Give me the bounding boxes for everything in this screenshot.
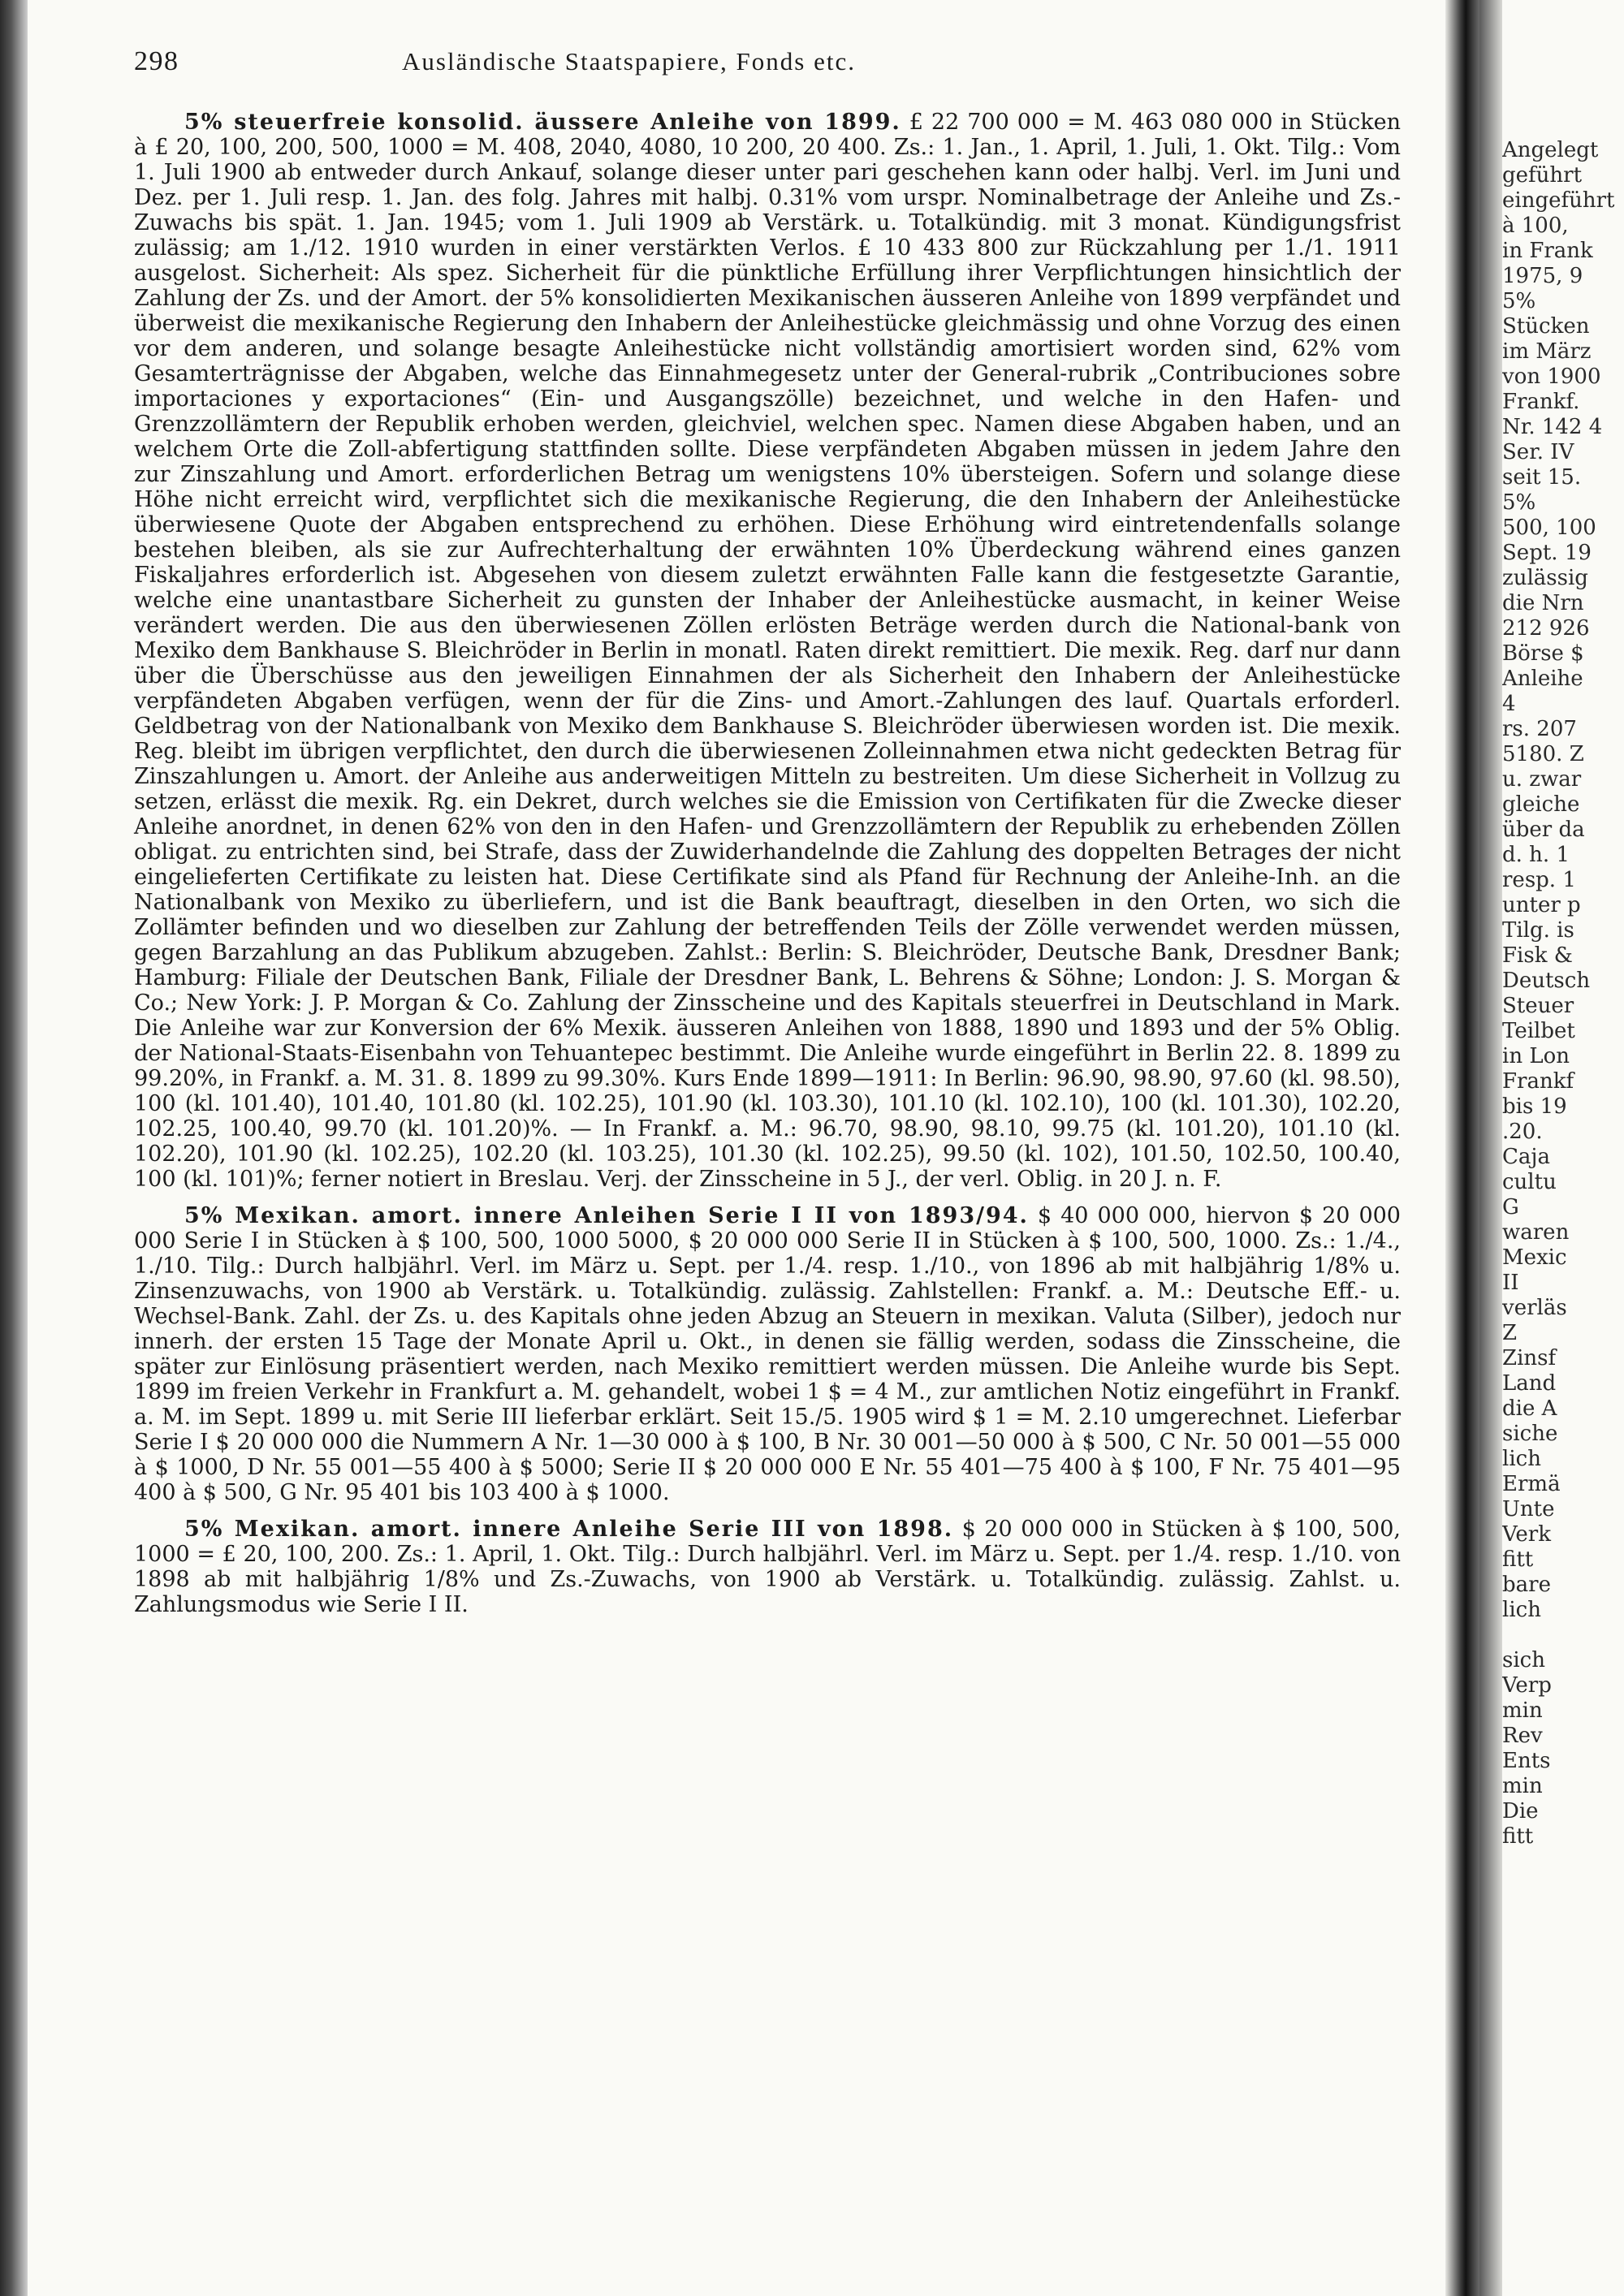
facing-page-line: .20.: [1502, 1120, 1543, 1144]
facing-page-line: die A: [1502, 1396, 1557, 1421]
facing-page-line: resp. 1: [1502, 868, 1576, 892]
facing-page-line: Z: [1502, 1321, 1518, 1345]
facing-page-line: über da: [1502, 818, 1585, 842]
facing-page-line: Ser. IV: [1502, 440, 1574, 464]
running-title: Ausländische Staatspapiere, Fonds etc.: [402, 47, 856, 76]
facing-page-line: Deutsch: [1502, 969, 1591, 993]
facing-page-line: lich: [1502, 1447, 1541, 1471]
facing-page-line: Sept. 19: [1502, 541, 1592, 565]
facing-page-line: Verp: [1502, 1673, 1552, 1698]
entry-title: 5% Mexikan. amort. innere Anleihe Serie III von 1898.: [184, 1517, 954, 1542]
facing-page-line: Steuer: [1502, 994, 1574, 1018]
entry-body: $ 40 000 000, hiervon $ 20 000 000 Serie I in Stücken à $ 100, 500, 1000 5000, $ 20 000 000 Serie II in Stücken à $ 100, 500, 1000. Zs.: 1./4., 1./10. Tilg.: Durch halbjährl. Verl. im März u. Sept. per 1./4. resp. 1./10., von 1896 ab mit halbjährig 1/8% u. Zinsenzuwachs, von 1900 ab Verstärk. u. Totalkündig. zulässig. Zahlstellen: Frankf. a. M.: Deutsche Eff.- u. Wechsel-Bank. Zahl. der Zs. u. des Kapitals ohne jeden Abzug an Steuern in mexikan. Valuta (Silber), jedoch nur innerh. der ersten 15 Tage der Monate April u. Okt., in denen sie fällig werden, sodass die Zinsscheine, die später zur Einlösung präsentiert werden, nach Mexiko remittiert werden müssen. Die Anleihe wurde bis Sept. 1899 im freien Verkehr in Frankfurt a. M. gehandelt, wobei 1 $ = 4 M., zur amtlichen Notiz eingeführt in Frankf. a. M. im Sept. 1899 u. mit Serie III lieferbar erklärt. Seit 15./5. 1905 wird $ 1 = M. 2.10 umgerechnet. Lieferbar Serie I $ 20 000 000 die Nummern A Nr. 1—30 000 à $ 100, B Nr. 30 001—50 000 à $ 500, C Nr. 50 001—55 000 à $ 1000, D Nr. 55 001—55 400 à $ 5000; Serie II $ 20 000 000 E Nr. 55 401—75 400 à $ 100, F Nr. 75 401—95 400 à $ 500, G Nr. 95 401 bis 103 400 à $ 1000.: [134, 1203, 1401, 1505]
facing-page-line: in Frank: [1502, 239, 1593, 263]
facing-page-line: Fisk &: [1502, 943, 1573, 968]
facing-page-line: Frankf.: [1502, 390, 1580, 414]
entry-title: 5% Mexikan. amort. innere Anleihen Serie I II von 1893/94.: [184, 1203, 1029, 1228]
facing-page-line: Tilg. is: [1502, 918, 1574, 943]
facing-page-line: Angelegt: [1502, 138, 1599, 162]
facing-page-line: Rev: [1502, 1724, 1543, 1748]
facing-page-line: u. zwar: [1502, 767, 1582, 792]
facing-page-line: G: [1502, 1195, 1519, 1219]
facing-page-line: Verk: [1502, 1522, 1551, 1547]
facing-page-line: von 1900: [1502, 365, 1601, 389]
facing-page-line: bare: [1502, 1573, 1551, 1597]
facing-page-line: siche: [1502, 1422, 1558, 1446]
facing-page-line: zulässig: [1502, 566, 1588, 590]
facing-page-line: sich: [1502, 1648, 1545, 1672]
facing-page-edge: [1479, 0, 1502, 2296]
page-number: 298: [134, 46, 179, 76]
facing-page-line: Stücken: [1502, 314, 1590, 339]
page-body: [134, 46, 1402, 1629]
facing-page-line: in Lon: [1502, 1044, 1570, 1068]
facing-page-line: 5180. Z: [1502, 742, 1584, 766]
entry-internal-loan-series-1-2: [134, 1203, 1401, 1505]
entry-paragraph: [134, 110, 1401, 1192]
facing-page-line: unter p: [1502, 893, 1581, 917]
facing-page-line: seit 15.: [1502, 465, 1582, 490]
facing-page-line: Caja: [1502, 1145, 1550, 1169]
facing-page-line: lich: [1502, 1598, 1541, 1622]
facing-page-line: Nr. 142 4: [1502, 415, 1603, 439]
facing-page-line: à 100,: [1502, 214, 1569, 238]
facing-page-line: d. h. 1: [1502, 843, 1570, 867]
entry-external-loan-1899: [134, 110, 1401, 1192]
facing-page-line: bis 19: [1502, 1094, 1567, 1119]
facing-page-line: min: [1502, 1774, 1543, 1798]
running-head: [134, 46, 1401, 76]
facing-page-line: geführt: [1502, 163, 1583, 188]
facing-page-line: 500, 100: [1502, 516, 1596, 540]
facing-page-line: Land: [1502, 1371, 1557, 1396]
facing-page-line: Frankf: [1502, 1069, 1574, 1094]
facing-page-line: Teilbet: [1502, 1019, 1575, 1043]
entry-body: £ 22 700 000 = M. 463 080 000 in Stücken à £ 20, 100, 200, 500, 1000 = M. 408, 2040, 4080, 10 200, 20 400. Zs.: 1. Jan., 1. April, 1. Juli, 1. Okt. Tilg.: Vom 1. Juli 1900 ab entweder durch Ankauf, solange dieser unter pari geschehen kann oder halbj. Verl. im Juni und Dez. per 1. Juli resp. 1. Jan. des folg. Jahres mit halbj. 0.31% vom urspr. Nominalbetrage der Anleihe und Zs.-Zuwachs bis spät. 1. Jan. 1945; vom 1. Juli 1909 ab Verstärk. u. Totalkündig. mit 3 monat. Kündigungsfrist zulässig; am 1./12. 1910 wurden in einer verstärkten Verlos. £ 10 433 800 zur Rückzahlung per 1./1. 1911 ausgelost. Sicherheit: Als spez. Sicherheit für die pünktliche Erfüllung ihrer Verpflichtungen hinsichtlich der Zahlung der Zs. und der Amort. der 5% konsolidierten Mexikanischen äusseren Anleihe von 1899 verpfändet und überweist die mexikanische Regierung den Inhabern der Anleihestücke gleichmässig und ohne Vorzug des einen vor dem anderen, und solange besagte Anleihestücke nicht vollständig amortisiert worden sind, 62% vom Gesamterträgnisse der Abgaben, welche das Einnahmegesetz unter der General-rubrik „Contribuciones sobre importaciones y exportaciones“ (Ein- und Ausgangszölle) bezeichnet, und welche in den Hafen- und Grenzzollämtern der Republik erhoben werden, gleichviel, welchen spec. Namen diese Abgaben haben, und an welchem Orte die Zoll-abfertigung stattfinden sollte. Diese verpfändeten Abgaben müssen in jedem Jahre den zur Zinszahlung und Amort. erforderlichen Betrag um wenigstens 10% übersteigen. Sofern und solange diese Höhe nicht erreicht wird, verpflichtet sich die mexikanische Regierung, die den Inhabern der Anleihestücke überwiesene Quote der Abgaben entsprechend zu erhöhen. Diese Erhöhung wird eintretendenfalls solange bestehen bleiben, als sie zur Aufrechterhaltung der erwähnten 10% Überdeckung während eines ganzen Fiskaljahres erforderlich ist. Abgesehen von diesem zuletzt erwähnten Falle kann die festgesetzte Garantie, welche eine unantastbare Sicherheit zu gunsten der Inhaber der Anleihestücke ausmacht, in keiner Weise verändert werden. Die aus den überwiesenen Zöllen erlösten Beträge werden durch die National-bank von Mexiko dem Bankhause S. Bleichröder in Berlin in monatl. Raten direkt remittiert. Die mexik. Reg. darf nur dann über die Überschüsse aus den jeweiligen Einnahmen der als Sicherheit den Inhabern der Anleihestücke verpfändeten Abgaben verfügen, wenn der für die Zins- und Amort.-Zahlungen des lauf. Quartals erforderl. Geldbetrag von der Nationalbank von Mexiko dem Bankhause S. Bleichröder überwiesen worden ist. Die mexik. Reg. bleibt im übrigen verpflichtet, den durch die überwiesenen Zolleinnahmen etwa nicht gedeckten Betrag für Zinszahlungen u. Amort. der Anleihe aus anderweitigen Mitteln zu bestreiten. Um diese Sicherheit in Vollzug zu setzen, erlässt die mexik. Rg. ein Dekret, durch welches sie die Emission von Certifikaten für die Zwecke dieser Anleihe anordnet, in denen 62% von den in den Hafen- und Grenzzollämtern der Republik zu erhebenden Zöllen obligat. zu entrichten sind, bei Strafe, dass der Zuwiderhandelnde die Zahlung des doppelten Betrages der nicht eingelieferten Certifikate zu leisten hat. Diese Certifikate sind als Pfand für Rechnung der Anleihe-Inh. an die Nationalbank von Mexiko zu überliefern, und ist die Bank beauftragt, dieselben in den Orten, wo sich die Zollämter befinden und wo dieselben zur Zahlung der betreffenden Teils der Zölle verwendet werden müssen, gegen Barzahlung an das Publikum abzugeben. Zahlst.: Berlin: S. Bleichröder, Deutsche Bank, Dresdner Bank; Hamburg: Filiale der Deutschen Bank, Filiale der Dresdner Bank, L. Behrens & Söhne; London: J. S. Morgan & Co.; New York: J. P. Morgan & Co. Zahlung der Zinsscheine und des Kapitals steuerfrei in Deutschland in Mark. Die Anleihe war zur Konversion der 6% Mexik. äusseren Anleihen von 1888, 1890 und 1893 und der 5% Oblig. der National-Staats-Eisenbahn von Tehuantepec bestimmt. Die Anleihe wurde eingeführt in Berlin 22. 8. 1899 zu 99.20%, in Frankf. a. M. 31. 8. 1899 zu 99.30%. Kurs Ende 1899—1911: In Berlin: 96.90, 98.90, 97.60 (kl. 98.50), 100 (kl. 101.40), 101.40, 101.80 (kl. 102.25), 101.90 (kl. 103.30), 101.10 (kl. 102.10), 100 (kl. 101.30), 102.20, 102.25, 100.40, 99.70 (kl. 101.20)%. — In Frankf. a. M.: 96.70, 98.90, 98.10, 99.75 (kl. 101.20), 101.10 (kl. 102.20), 101.90 (kl. 102.25), 102.20 (kl. 103.25), 101.30 (kl. 102.25), 99.50 (kl. 102), 101.50, 102.50, 100.40, 100 (kl. 101)%; ferner notiert in Breslau. Verj. der Zinsscheine in 5 J., der verl. Oblig. in 20 J. n. F.: [134, 110, 1402, 1192]
facing-page-line: verläs: [1502, 1296, 1567, 1320]
facing-page-text: [1502, 138, 1624, 1849]
facing-page-line: Börse $: [1502, 641, 1584, 666]
facing-page-line: 1975, 9: [1502, 264, 1583, 288]
facing-page-line: min: [1502, 1698, 1543, 1723]
facing-page-line: waren: [1502, 1220, 1570, 1245]
facing-page-line: 5%: [1502, 490, 1536, 515]
entry-body: $ 20 000 000 in Stücken à $ 100, 500, 1000 = £ 20, 100, 200. Zs.: 1. April, 1. Okt. Tilg.: Durch halbjährl. Verl. im März u. Sept. per 1./4. resp. 1./10. von 1898 ab mit halbjährig 1/8% und Zs.-Zuwachs, von 1900 ab Verstärk. u. Totalkündig. zulässig. Zahlst. u. Zahlungsmodus wie Serie I II.: [134, 1517, 1401, 1617]
facing-page-line: Die: [1502, 1799, 1539, 1823]
facing-page-line: [1502, 1623, 1624, 1648]
facing-page-line: Anleihe: [1502, 667, 1583, 691]
facing-page-line: die Nrn: [1502, 591, 1584, 615]
facing-page-line: Ents: [1502, 1749, 1551, 1773]
facing-page-line: Unte: [1502, 1497, 1555, 1521]
facing-page-line: fitt: [1502, 1824, 1534, 1849]
book-left-edge: [0, 0, 28, 2296]
facing-page-line: Ermä: [1502, 1472, 1561, 1496]
facing-page-line: Zinsf: [1502, 1346, 1557, 1370]
book-gutter: [1445, 0, 1479, 2296]
facing-page-line: cultu: [1502, 1170, 1557, 1194]
entry-internal-loan-series-3: [134, 1517, 1401, 1617]
facing-page-line: II: [1502, 1271, 1519, 1295]
facing-page-line: fitt: [1502, 1547, 1534, 1572]
facing-page-line: gleiche: [1502, 792, 1580, 817]
facing-page-line: Mexic: [1502, 1245, 1567, 1270]
facing-page-line: im März: [1502, 339, 1592, 364]
facing-page-line: 4: [1502, 692, 1516, 716]
facing-page-line: rs. 207: [1502, 717, 1577, 741]
facing-page-line: 212 926: [1502, 616, 1590, 641]
entry-paragraph: [134, 1203, 1401, 1505]
facing-page-line: 5%: [1502, 289, 1536, 313]
facing-page-line: eingeführt: [1502, 188, 1615, 213]
entry-paragraph: [134, 1517, 1401, 1617]
entry-title: 5% steuerfreie konsolid. äussere Anleihe von 1899.: [184, 110, 901, 135]
